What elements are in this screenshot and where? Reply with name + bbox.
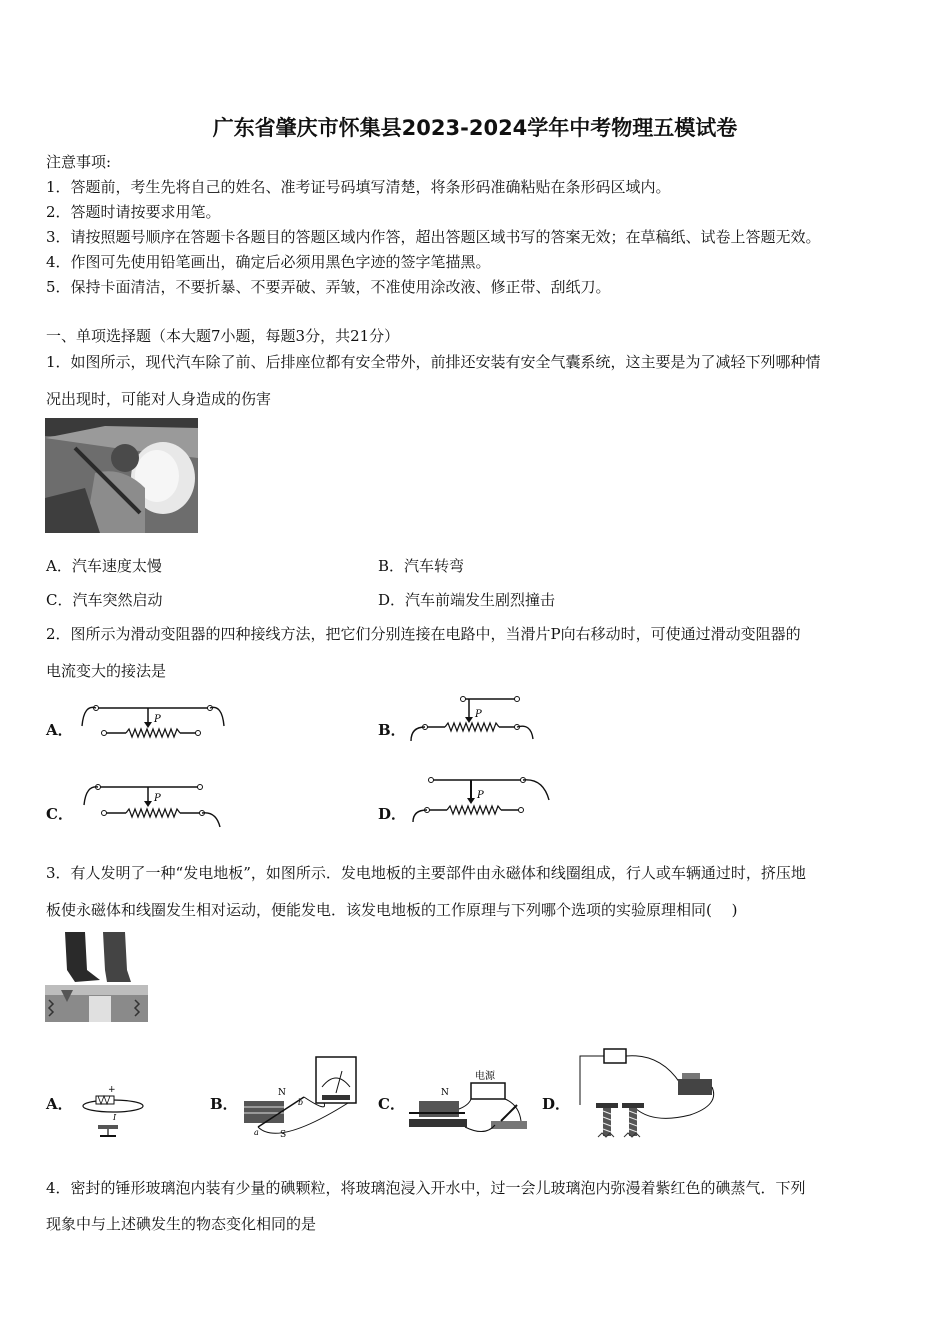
rheostat-diagram-d [405,770,555,825]
question-4-text-cont: 现象中与上述碘发生的物态变化相同的是 [46,1215,317,1233]
notice-item: 5．保持卡面清洁，不要折暴、不要弄破、弄皱，不准使用涂改液、修正带、刮纸刀。 [46,278,611,296]
slider-label: P [477,790,484,801]
option-a: A．汽车速度太慢 [46,557,162,575]
fig-power-label: 电源 [475,1071,495,1082]
power-floor-illustration [45,930,148,1022]
q3-label-c: C． [378,1095,405,1113]
fig-plus-label: + [108,1085,116,1095]
q2-label-a: A． [46,721,73,739]
q2-label-d: D． [378,805,407,823]
experiment-diagram-c [405,1065,535,1140]
fig-north-label: N [441,1088,449,1098]
page-title: 广东省肇庆市怀集县2023-2024学年中考物理五模试卷 [212,116,738,140]
question-3-text-cont: 板使永磁体和线圈发生相对运动，便能发电．该发电地板的工作原理与下列哪个选项的实验原理相同( ) [46,901,738,919]
notice-item: 3．请按照题号顺序在答题卡各题目的答题区域内作答，超出答题区域书写的答案无效；在草稿纸、试卷上答题无效。 [46,228,821,246]
fig-north-label: N [278,1088,286,1098]
question-3-text: 3．有人发明了一种“发电地板”，如图所示．发电地板的主要部件由永磁体和线圈组成，行人或车辆通过时，挤压地 [46,864,806,882]
option-c: C．汽车突然启动 [46,591,163,609]
rheostat-diagram-c [78,775,228,830]
section-heading: 一、单项选择题（本大题7小题，每题3分，共21分） [46,327,400,345]
question-2-text-cont: 电流变大的接法是 [46,662,167,680]
fig-a-label: a [254,1128,259,1137]
fig-b-label: b [298,1098,304,1107]
fig-current-label: I [113,1113,117,1122]
question-4-text: 4．密封的锤形玻璃泡内装有少量的碘颗粒，将玻璃泡浸入开水中，过一会儿玻璃泡内弥漫着紫红色的碘蒸气．下列 [46,1179,806,1197]
experiment-diagram-b [238,1055,370,1145]
q3-label-b: B． [210,1095,238,1113]
experiment-diagram-d [570,1045,720,1145]
slider-label: P [154,714,161,725]
notice-item: 2．答题时请按要求用笔。 [46,203,221,221]
q2-label-c: C． [46,805,73,823]
option-d: D．汽车前端发生剧烈撞击 [378,591,556,609]
option-b: B．汽车转弯 [378,557,465,575]
experiment-diagram-a [78,1080,148,1140]
notice-heading: 注意事项: [46,153,112,171]
fig-south-label: S [280,1130,287,1140]
slider-label: P [154,793,161,804]
question-2-text: 2．图所示为滑动变阻器的四种接线方法，把它们分别连接在电路中，当滑片P向右移动时，可使通过滑动变阻器的 [46,625,801,643]
q3-label-a: A． [46,1095,73,1113]
rheostat-diagram-a [78,700,228,745]
q2-label-b: B． [378,721,406,739]
rheostat-diagram-b [405,693,540,743]
q3-label-d: D． [542,1095,571,1113]
question-1-text: 1．如图所示，现代汽车除了前、后排座位都有安全带外，前排还安装有安全气囊系统，这主要是为了减轻下列哪种情 [46,353,821,371]
notice-item: 1．答题前，考生先将自己的姓名、准考证号码填写清楚，将条形码准确粘贴在条形码区域内。 [46,178,671,196]
notice-item: 4．作图可先使用铅笔画出，确定后必须用黑色字迹的签字笔描黑。 [46,253,491,271]
question-1-text-cont: 况出现时，可能对人身造成的伤害 [46,390,272,408]
airbag-photo [45,418,198,533]
slider-label: P [475,709,482,720]
